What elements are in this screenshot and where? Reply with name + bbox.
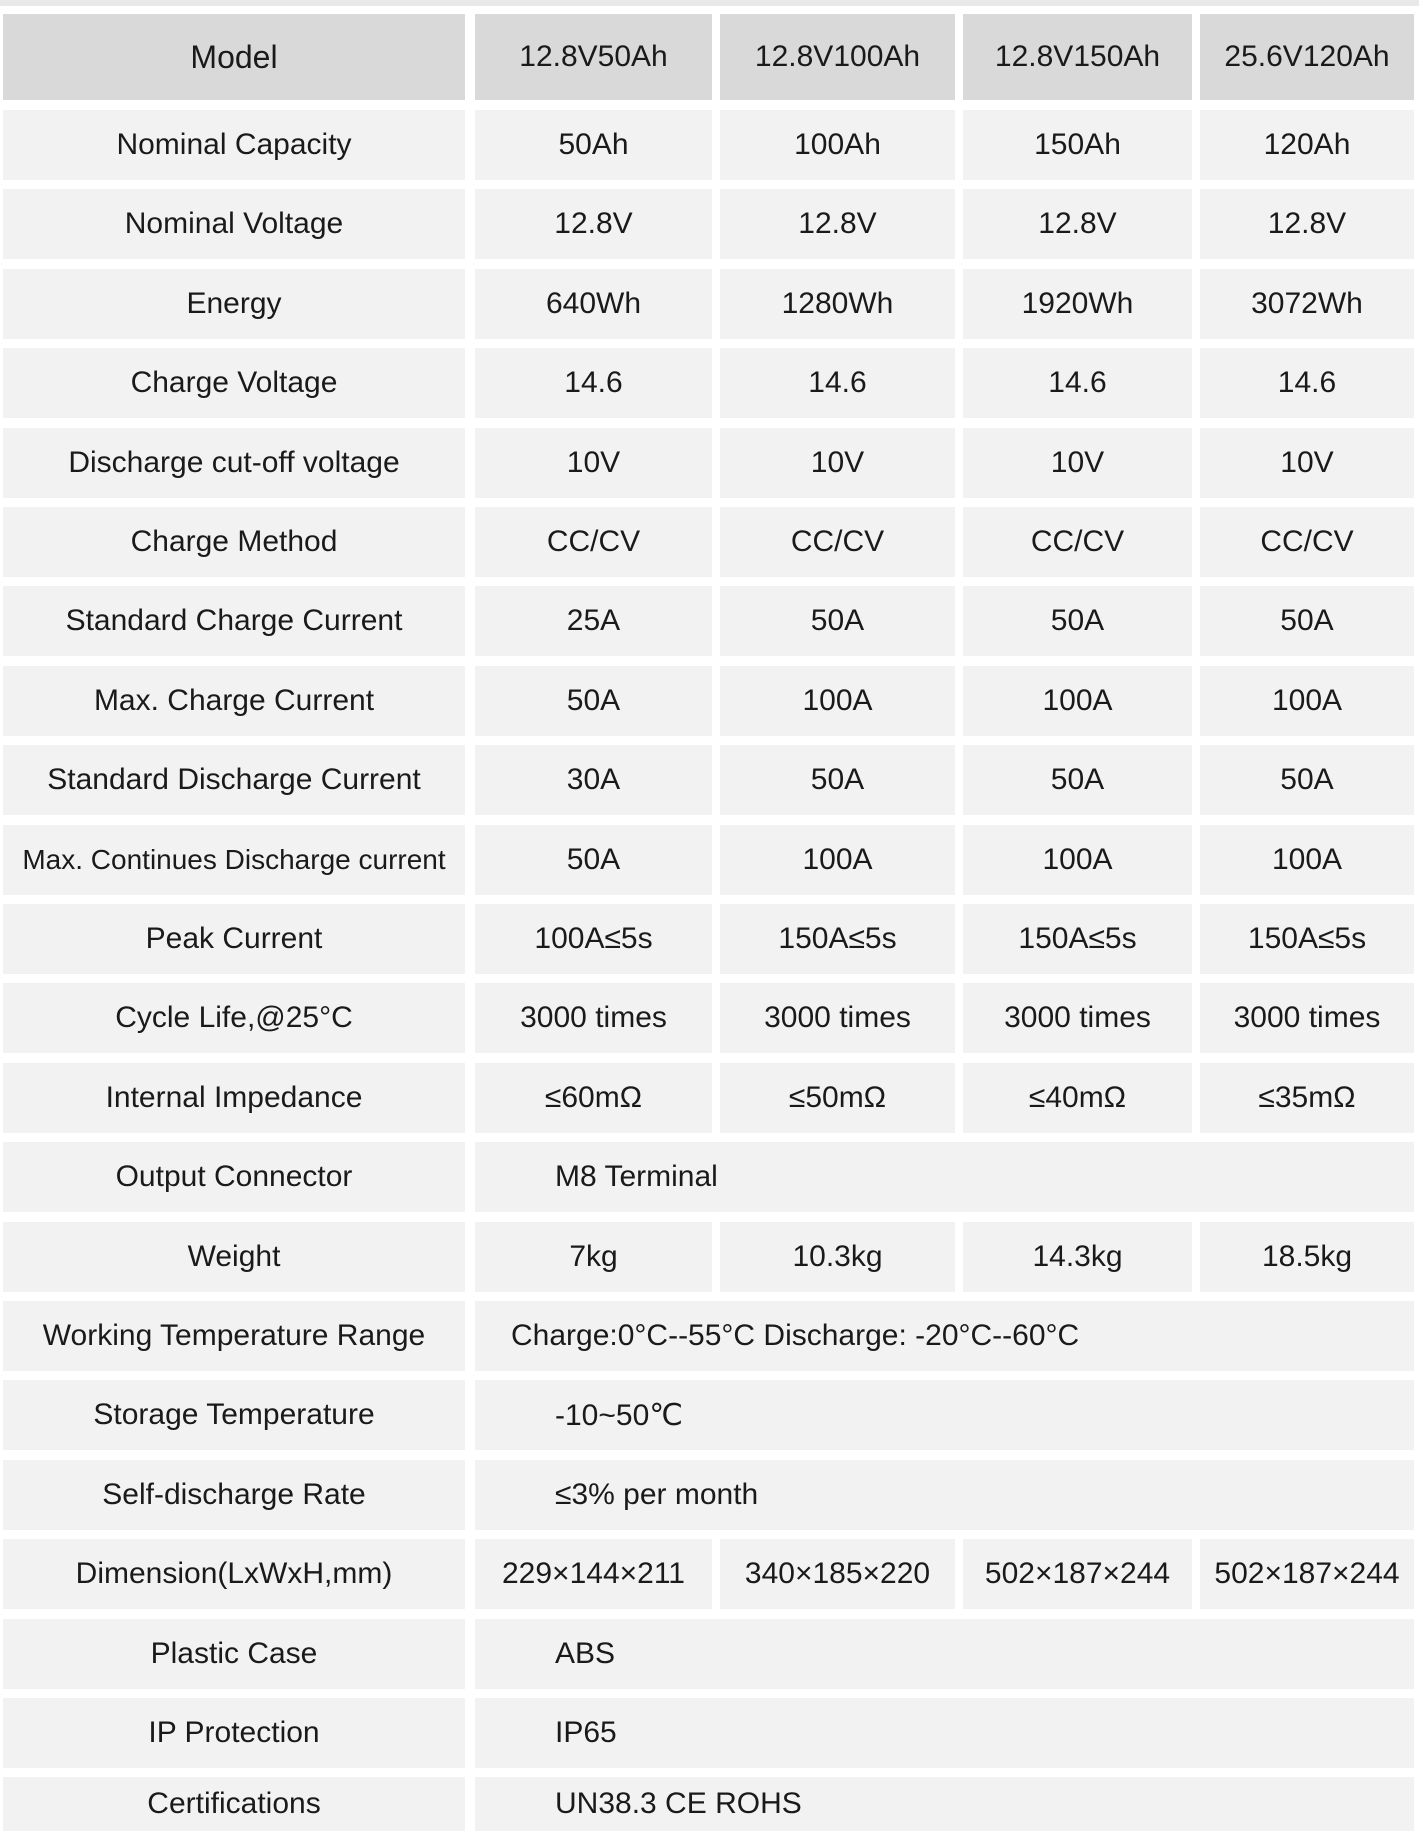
value-cell (720, 904, 955, 974)
value-cell (963, 825, 1192, 895)
merged-value-cell-text: ≤3% per month (555, 1477, 759, 1511)
value-cell (963, 1539, 1192, 1609)
merged-value-cell-text: Charge:0°C--55°C Discharge: -20°C--60°C (511, 1319, 1080, 1352)
row-label (3, 428, 465, 498)
value-cell (1200, 348, 1414, 418)
header-model-cell-text: 12.8V100Ah (754, 40, 921, 73)
value-cell-text: 50A (1280, 604, 1334, 638)
row-label (3, 269, 465, 339)
row-label (3, 1619, 465, 1689)
value-cell-text: 12.8V (554, 207, 633, 241)
value-cell (720, 745, 955, 815)
row-label (3, 1698, 465, 1768)
value-cell (720, 269, 955, 339)
value-cell-text: 14.6 (1048, 366, 1107, 400)
value-cell (720, 507, 955, 577)
value-cell-text: 100A (1271, 683, 1343, 717)
value-cell (1200, 666, 1414, 736)
value-cell (1200, 110, 1414, 180)
value-cell (1200, 507, 1414, 577)
value-cell-text: CC/CV (1030, 525, 1125, 558)
value-cell (720, 1539, 955, 1609)
header-model-label (3, 14, 465, 100)
value-cell-text: CC/CV (790, 525, 885, 558)
value-cell (963, 110, 1192, 180)
value-cell-text: 150A≤5s (778, 922, 897, 955)
value-cell-text: 14.3kg (1032, 1239, 1123, 1273)
value-cell-text: 502×187×244 (1214, 1557, 1400, 1591)
value-cell (475, 1222, 712, 1292)
row-label-text: Peak Current (145, 922, 323, 955)
value-cell-text: 3000 times (520, 1001, 667, 1035)
row-label (3, 1142, 465, 1212)
value-cell (720, 428, 955, 498)
value-cell (1200, 1539, 1414, 1609)
value-cell (1200, 269, 1414, 339)
value-cell (475, 348, 712, 418)
merged-value-cell-text: ABS (555, 1636, 616, 1670)
value-cell-text: 340×185×220 (744, 1557, 931, 1591)
value-cell (475, 428, 712, 498)
value-cell-text: 50A (1050, 763, 1105, 797)
header-model-cell (1200, 14, 1414, 100)
value-cell-text: 150A≤5s (1247, 922, 1367, 955)
row-label (3, 1539, 465, 1609)
value-cell (720, 110, 955, 180)
value-cell-text: ≤40mΩ (1028, 1080, 1127, 1114)
row-label-text: Energy (186, 286, 282, 320)
value-cell-text: 18.5kg (1261, 1239, 1353, 1273)
header-model-cell-text: 12.8V50Ah (519, 40, 668, 73)
row-label-text: IP Protection (148, 1716, 320, 1749)
value-cell-text: 25A (566, 604, 621, 638)
value-cell-text: 50A (566, 683, 621, 717)
value-cell (1200, 983, 1414, 1053)
header-model-cell-text: 12.8V150Ah (994, 40, 1161, 73)
value-cell-text: 100A (802, 842, 873, 876)
row-label-text: Self-discharge Rate (102, 1477, 366, 1511)
row-label-text: Dimension(LxWxH,mm) (75, 1557, 393, 1591)
value-cell (963, 1063, 1192, 1133)
value-cell-text: 10.3kg (792, 1239, 883, 1273)
row-label-text: Standard Discharge Current (47, 763, 421, 797)
value-cell (720, 189, 955, 259)
value-cell (963, 269, 1192, 339)
value-cell (475, 904, 712, 974)
value-cell-text: 50A (1050, 604, 1105, 638)
row-label-text: Nominal Voltage (124, 207, 344, 241)
value-cell (475, 1063, 712, 1133)
row-label (3, 1777, 465, 1831)
merged-value-cell (475, 1301, 1414, 1371)
row-label (3, 586, 465, 656)
row-label (3, 666, 465, 736)
row-label-text: Charge Method (130, 525, 338, 558)
row-label-text: Max. Continues Discharge current (22, 843, 446, 875)
value-cell (963, 1222, 1192, 1292)
value-cell (475, 110, 712, 180)
row-label-text: Cycle Life,@25°C (115, 1001, 353, 1035)
value-cell-text: 100A≤5s (534, 922, 653, 955)
merged-value-cell (475, 1619, 1414, 1689)
value-cell-text: 30A (566, 763, 621, 797)
value-cell (475, 745, 712, 815)
value-cell-text: 10V (1050, 445, 1105, 479)
value-cell-text: 14.6 (564, 366, 623, 400)
row-label-text: Nominal Capacity (116, 128, 352, 161)
value-cell (475, 666, 712, 736)
value-cell-text: ≤35mΩ (1258, 1080, 1356, 1114)
row-label (3, 348, 465, 418)
value-cell-text: 7kg (569, 1239, 618, 1273)
value-cell (475, 983, 712, 1053)
value-cell (720, 825, 955, 895)
value-cell-text: CC/CV (546, 525, 641, 558)
value-cell-text: 3072Wh (1251, 286, 1363, 320)
merged-value-cell-text: -10~50℃ (555, 1398, 683, 1432)
value-cell (475, 189, 712, 259)
row-label-text: Plastic Case (150, 1636, 318, 1670)
value-cell-text: 50A (810, 763, 865, 797)
value-cell (1200, 745, 1414, 815)
value-cell (720, 348, 955, 418)
value-cell-text: 229×144×211 (502, 1557, 685, 1591)
value-cell (475, 586, 712, 656)
value-cell (1200, 825, 1414, 895)
merged-value-cell-text: M8 Terminal (555, 1160, 718, 1194)
value-cell (475, 507, 712, 577)
value-cell-text: 120Ah (1263, 128, 1351, 161)
merged-value-cell-text: IP65 (555, 1716, 617, 1749)
row-label-text: Storage Temperature (93, 1398, 375, 1432)
value-cell-text: 502×187×244 (984, 1557, 1171, 1591)
value-cell-text: 50A (810, 604, 865, 638)
value-cell-text: 10V (810, 445, 865, 479)
value-cell-text: 12.8V (798, 207, 877, 241)
merged-value-cell (475, 1698, 1414, 1768)
row-label (3, 745, 465, 815)
header-model-cell (720, 14, 955, 100)
header-model-cell (963, 14, 1192, 100)
value-cell-text: 50Ah (558, 128, 629, 161)
value-cell (475, 1539, 712, 1609)
row-label (3, 507, 465, 577)
value-cell (720, 1063, 955, 1133)
row-label (3, 1380, 465, 1450)
value-cell-text: 100A (1042, 842, 1113, 876)
value-cell (963, 189, 1192, 259)
row-label (3, 110, 465, 180)
top-divider (0, 0, 1419, 6)
header-model-cell-text: 25.6V120Ah (1224, 40, 1390, 73)
value-cell-text: 1280Wh (781, 286, 894, 320)
value-cell-text: 12.8V (1267, 207, 1347, 241)
row-label (3, 189, 465, 259)
row-label-text: Weight (187, 1239, 281, 1273)
row-label (3, 1063, 465, 1133)
value-cell-text: 3000 times (764, 1001, 911, 1035)
value-cell (1200, 1063, 1414, 1133)
value-cell-text: 3000 times (1004, 1001, 1151, 1035)
value-cell-text: 3000 times (1233, 1001, 1381, 1035)
value-cell-text: 14.6 (808, 366, 867, 400)
value-cell-text: 150Ah (1034, 128, 1121, 161)
value-cell-text: 10V (1280, 445, 1334, 479)
value-cell-text: 100A (1042, 683, 1113, 717)
value-cell-text: 50A (1280, 763, 1334, 797)
value-cell (963, 745, 1192, 815)
value-cell (720, 1222, 955, 1292)
value-cell-text: ≤50mΩ (788, 1080, 887, 1114)
value-cell-text: CC/CV (1260, 525, 1354, 558)
row-label-text: Standard Charge Current (65, 604, 403, 638)
value-cell (1200, 189, 1414, 259)
row-label (3, 904, 465, 974)
value-cell (963, 586, 1192, 656)
value-cell-text: 10V (566, 445, 621, 479)
row-label-text: Discharge cut-off voltage (68, 445, 400, 479)
value-cell (963, 666, 1192, 736)
value-cell-text: 100A (1271, 842, 1343, 876)
merged-value-cell-text: UN38.3 CE ROHS (555, 1787, 802, 1821)
row-label (3, 1460, 465, 1530)
row-label (3, 1222, 465, 1292)
row-label-text: Max. Charge Current (93, 683, 375, 717)
row-label-text: Internal Impedance (105, 1080, 363, 1114)
row-label (3, 983, 465, 1053)
value-cell (1200, 904, 1414, 974)
value-cell-text: 150A≤5s (1018, 922, 1137, 955)
value-cell (475, 269, 712, 339)
value-cell (1200, 586, 1414, 656)
value-cell (1200, 1222, 1414, 1292)
row-label-text: Working Temperature Range (42, 1319, 426, 1352)
value-cell-text: 50A (566, 842, 621, 876)
merged-value-cell (475, 1380, 1414, 1450)
value-cell-text: 100Ah (794, 128, 881, 161)
value-cell-text: 1920Wh (1021, 286, 1134, 320)
value-cell-text: 640Wh (545, 286, 642, 320)
value-cell-text: 14.6 (1277, 366, 1337, 400)
merged-value-cell (475, 1777, 1414, 1831)
row-label (3, 1301, 465, 1371)
header-model-label-text: Model (190, 38, 278, 75)
value-cell (963, 904, 1192, 974)
header-model-cell (475, 14, 712, 100)
merged-value-cell (475, 1142, 1414, 1212)
row-label-text: Certifications (147, 1787, 321, 1821)
row-label-text: Charge Voltage (130, 366, 338, 400)
row-label-text: Output Connector (115, 1160, 353, 1194)
row-label (3, 825, 465, 895)
value-cell (720, 983, 955, 1053)
value-cell (963, 428, 1192, 498)
merged-value-cell (475, 1460, 1414, 1530)
value-cell (963, 348, 1192, 418)
value-cell (1200, 428, 1414, 498)
value-cell (720, 666, 955, 736)
value-cell-text: 12.8V (1038, 207, 1117, 241)
value-cell-text: 100A (802, 683, 873, 717)
value-cell (963, 507, 1192, 577)
value-cell (720, 586, 955, 656)
value-cell-text: ≤60mΩ (544, 1080, 643, 1114)
value-cell (963, 983, 1192, 1053)
value-cell (475, 825, 712, 895)
